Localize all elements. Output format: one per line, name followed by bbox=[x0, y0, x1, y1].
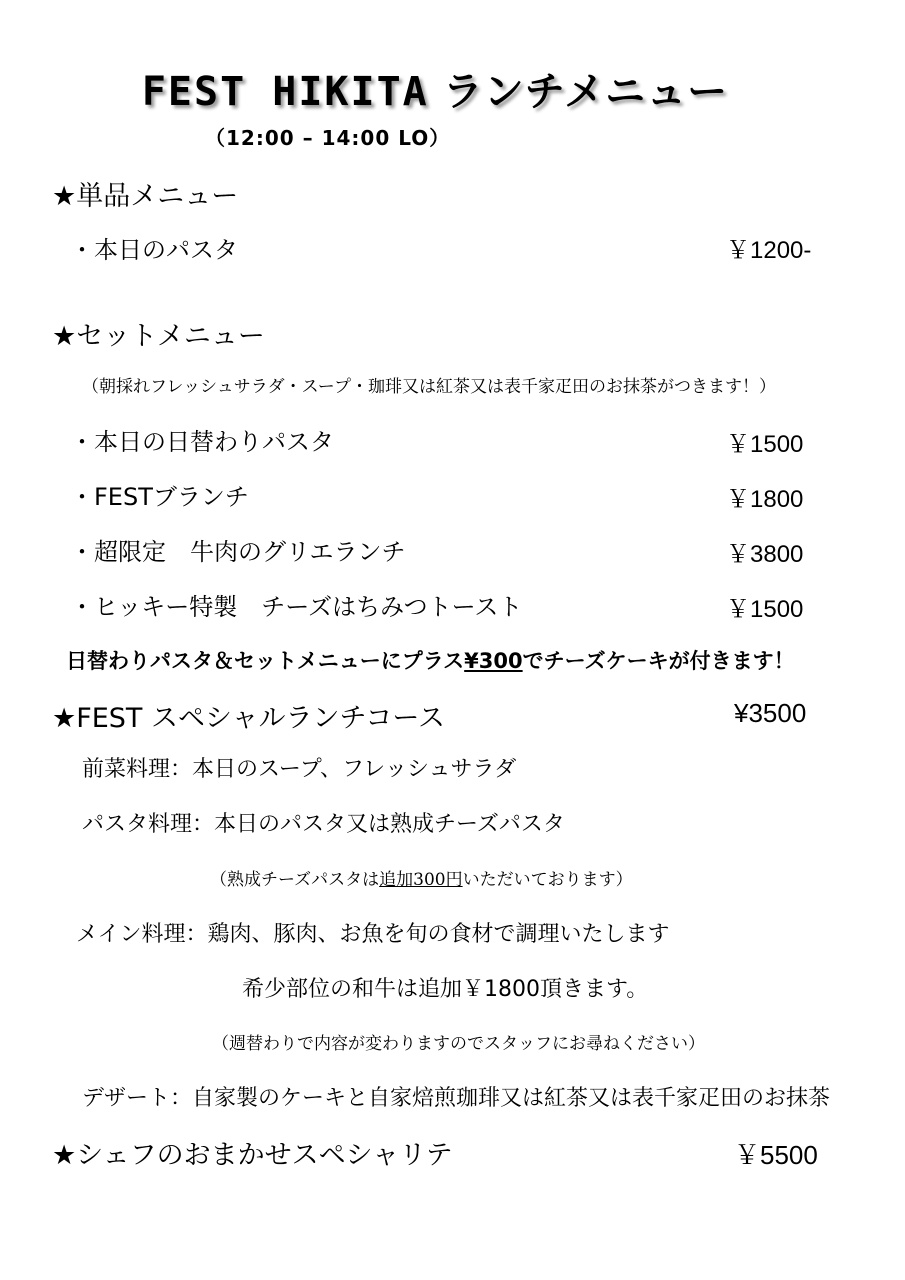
pasta-note-start: （熟成チーズパスタは bbox=[210, 870, 380, 890]
set-item-name: ・ヒッキー特製 チーズはちみつトースト bbox=[70, 593, 523, 621]
wagyu-surcharge: 希少部位の和牛は追加￥1800頂きます。 bbox=[242, 977, 649, 1002]
set-item-price: ￥1800 bbox=[726, 486, 804, 513]
course-starter: 前菜料理：本日のスープ、フレッシュサラダ bbox=[82, 757, 517, 782]
set-item-price: ￥1500 bbox=[726, 596, 804, 623]
set-item-name: ・本日の日替わりパスタ bbox=[70, 428, 334, 456]
course-heading: ★FEST スペシャルランチコース bbox=[52, 703, 446, 734]
single-menu-heading: ★単品メニュー bbox=[52, 181, 239, 212]
single-item-name: ・本日のパスタ bbox=[70, 236, 238, 264]
set-item-price: ￥1500 bbox=[726, 431, 804, 458]
course-pasta: パスタ料理：本日のパスタ又は熟成チーズパスタ bbox=[82, 812, 565, 837]
single-item-price: ￥1200- bbox=[726, 237, 812, 264]
promo-text-start: 日替わりパスタ＆セットメニューにプラス bbox=[66, 649, 465, 673]
set-item-name: ・FESTブランチ bbox=[70, 483, 249, 511]
set-menu-heading: ★セットメニュー bbox=[52, 321, 265, 352]
cheesecake-promo bbox=[66, 645, 795, 675]
pasta-note bbox=[210, 865, 633, 890]
weekly-note: （週替わりで内容が変わりますのでスタッフにお尋ねください） bbox=[212, 1034, 705, 1054]
set-item-price: ￥3800 bbox=[726, 541, 804, 568]
set-item-name: ・超限定 牛肉のグリエランチ bbox=[70, 538, 406, 566]
set-menu-note: （朝採れフレッシュサラダ・スープ・珈琲又は紅茶又は表千家疋田のお抹茶がつきます！） bbox=[82, 377, 776, 397]
course-price: ¥3500 bbox=[734, 698, 807, 728]
course-main: メイン料理：鶏肉、豚肉、お魚を旬の食材で調理いたします bbox=[76, 922, 670, 947]
title-japanese: ランチメニュー bbox=[442, 69, 729, 115]
title-latin: FEST HIKITA bbox=[141, 69, 429, 115]
menu-title bbox=[0, 60, 870, 117]
promo-amount: ¥300 bbox=[464, 649, 523, 673]
lunch-hours: （12:00 – 14:00 LO） bbox=[205, 126, 451, 150]
chef-special-price: ￥5500 bbox=[734, 1140, 818, 1170]
promo-text-end: でチーズケーキが付きます！ bbox=[522, 649, 795, 673]
pasta-note-surcharge: 追加300円 bbox=[379, 870, 463, 890]
course-dessert: デザート：自家製のケーキと自家焙煎珈琲又は紅茶又は表千家疋田のお抹茶 bbox=[82, 1086, 831, 1111]
chef-special-heading: ★シェフのおまかせスペシャリテ bbox=[52, 1140, 453, 1171]
pasta-note-end: いただいております） bbox=[462, 870, 633, 890]
